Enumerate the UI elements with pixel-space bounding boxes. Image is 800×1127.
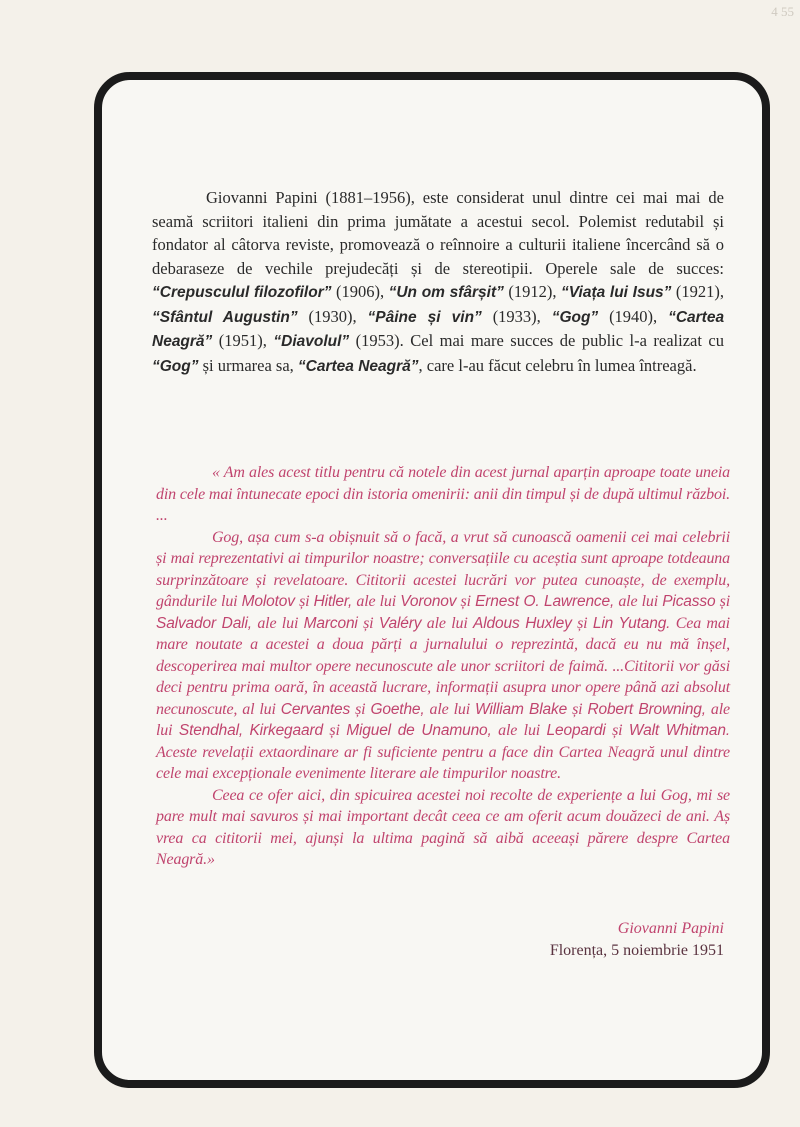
quote-text: ale lui — [618, 593, 659, 610]
signature-name: Giovanni Papini — [617, 920, 724, 937]
work-year: (1906), — [335, 282, 385, 301]
work-title: “Sfântul Augustin” — [152, 308, 298, 326]
person-name: Stendhal, — [178, 722, 244, 739]
work-title: “Diavolul” — [273, 333, 350, 350]
bio-paragraph — [152, 186, 724, 378]
person-name: Miguel de Unamuno, — [346, 722, 492, 739]
person-name: Kirkegaard — [249, 722, 323, 739]
author-bio — [152, 186, 724, 378]
work-title: “Gog” — [551, 308, 599, 326]
person-name: Salvador Dali, — [156, 614, 252, 632]
quote-text: și — [572, 700, 583, 718]
quote-text: Cea mai mare noutate a acestei a doua părți a jurnalului o reprezintă, dacă eu nu mă înșel, descoperirea mai multor opere necunoscute ale unor scriitori de faimă. — [156, 614, 730, 675]
person-name: William Blake — [475, 700, 568, 718]
bio-text: Cel mai mare succes de public l-a realizat cu — [410, 331, 725, 350]
person-name: Hitler, — [313, 593, 353, 610]
work-year: (1930), — [308, 306, 357, 326]
person-name: Ernest O. Lawrence, — [475, 593, 615, 610]
work-title: “Un om sfârșit” — [388, 284, 504, 301]
person-name: Lin Yutang. — [592, 614, 671, 632]
person-name: Molotov — [241, 593, 295, 610]
person-name: Goethe, — [370, 700, 425, 718]
work-year: (1933), — [492, 306, 541, 326]
quote-text: ale lui — [426, 614, 468, 632]
work-year: (1940), — [609, 306, 658, 326]
work-title: “Pâine și vin” — [367, 308, 482, 326]
quote-text: și — [355, 700, 366, 718]
work-year: (1921), — [675, 282, 725, 301]
work-title: “Gog” — [152, 357, 199, 375]
signature-place-date: Florența, 5 noiembrie 1951 — [549, 942, 724, 959]
quote-text: și — [577, 614, 588, 632]
quote-text: Gog, așa cum s-a obișnuit să o facă, a vrut să cunoască oamenii cei mai celebrii și mai reprezentativi ai timpurilor noastre; conversațiile cu aceștia sunt aproape totdeauna surprinzătoare și revelatoare. Cititorii acestei lucrări vor putea cunoaște, de exemplu, gândurile lui — [156, 528, 730, 610]
work-title: “Cartea Neagră” — [152, 308, 725, 350]
work-year: (1953). — [355, 331, 404, 350]
quote-text: și — [299, 593, 310, 610]
signature-block — [550, 918, 724, 962]
quote-paragraph: « Am ales acest titlu pentru că notele din acest jurnal aparțin aproape toate uneia din cele mai întunecate epoci din istoria omenirii: anii din timpul și de după ultimul război. ... — [156, 464, 730, 524]
quote-text: și — [612, 722, 623, 739]
bio-text: , care l-au făcut celebru în lumea întreagă. — [418, 355, 697, 375]
work-title: “Crepusculul filozofilor” — [152, 284, 332, 301]
bio-text: Giovanni Papini (1881–1956), este considerat unul dintre cei mai mai de seamă scriitori italieni din prima jumătate a acestui secol. Polemist redutabil și fondator al câtorva reviste, promovează o reînnoire a culturii italiene încercând să o debaraseze de vechile prejudecăți și de stereotipii. — [152, 188, 724, 278]
quote-text: ale lui — [429, 700, 471, 718]
quote-text: Aceste revelații extaordinare ar fi suficiente pentru a face din Cartea Neagră unul dintre cele mai excepționale evenimente literare ale timpurilor noastre. — [156, 743, 730, 782]
quote-text: ale lui — [257, 614, 299, 632]
quote-text: ale lui — [356, 593, 397, 610]
work-year: (1951), — [218, 331, 267, 350]
person-name: Leopardi — [546, 722, 606, 739]
quote-text: și — [329, 722, 340, 739]
quote-paragraph: Ceea ce ofer aici, din spicuirea acestei noi recolte de experiențe a lui Gog, mi se pare mult mai savuros și mai important decât ceea ce am oferit acum douăzeci de ani. Aș vrea ca cititorii mei, ajunși la ultima pagină să aibă aceeași părere despre Cartea Neagră.» — [156, 786, 730, 868]
person-name: Marconi — [303, 614, 358, 632]
quote-paragraph — [156, 527, 730, 785]
quote-text: și — [719, 593, 730, 610]
person-name: Cervantes — [280, 700, 351, 718]
work-title: “Viața lui Isus” — [561, 284, 672, 301]
bio-text: și urmarea sa, — [202, 355, 294, 375]
corner-mark: 4 55 — [771, 4, 794, 19]
person-name: Aldous Huxley — [473, 614, 572, 632]
work-title: “Cartea Neagră” — [297, 357, 419, 375]
quote-text: ale lui — [156, 700, 731, 739]
person-name: Robert Browning, — [587, 700, 706, 718]
quote-text: și — [363, 614, 374, 632]
person-name: Picasso — [662, 593, 716, 610]
author-quote — [156, 462, 730, 871]
bio-text: Operele sale de succes: — [545, 258, 725, 278]
quote-text: ale lui — [498, 722, 541, 739]
quote-text: ...Cititorii vor găsi deci pentru prima oară, în această lucrare, informații asupra unor opere până azi absolut necunoscute, al lui — [156, 657, 730, 718]
person-name: Voronov — [400, 593, 457, 610]
work-year: (1912), — [508, 282, 557, 301]
person-name: Valéry — [378, 614, 422, 632]
person-name: Walt Whitman. — [628, 722, 731, 739]
quote-text: și — [460, 593, 471, 610]
